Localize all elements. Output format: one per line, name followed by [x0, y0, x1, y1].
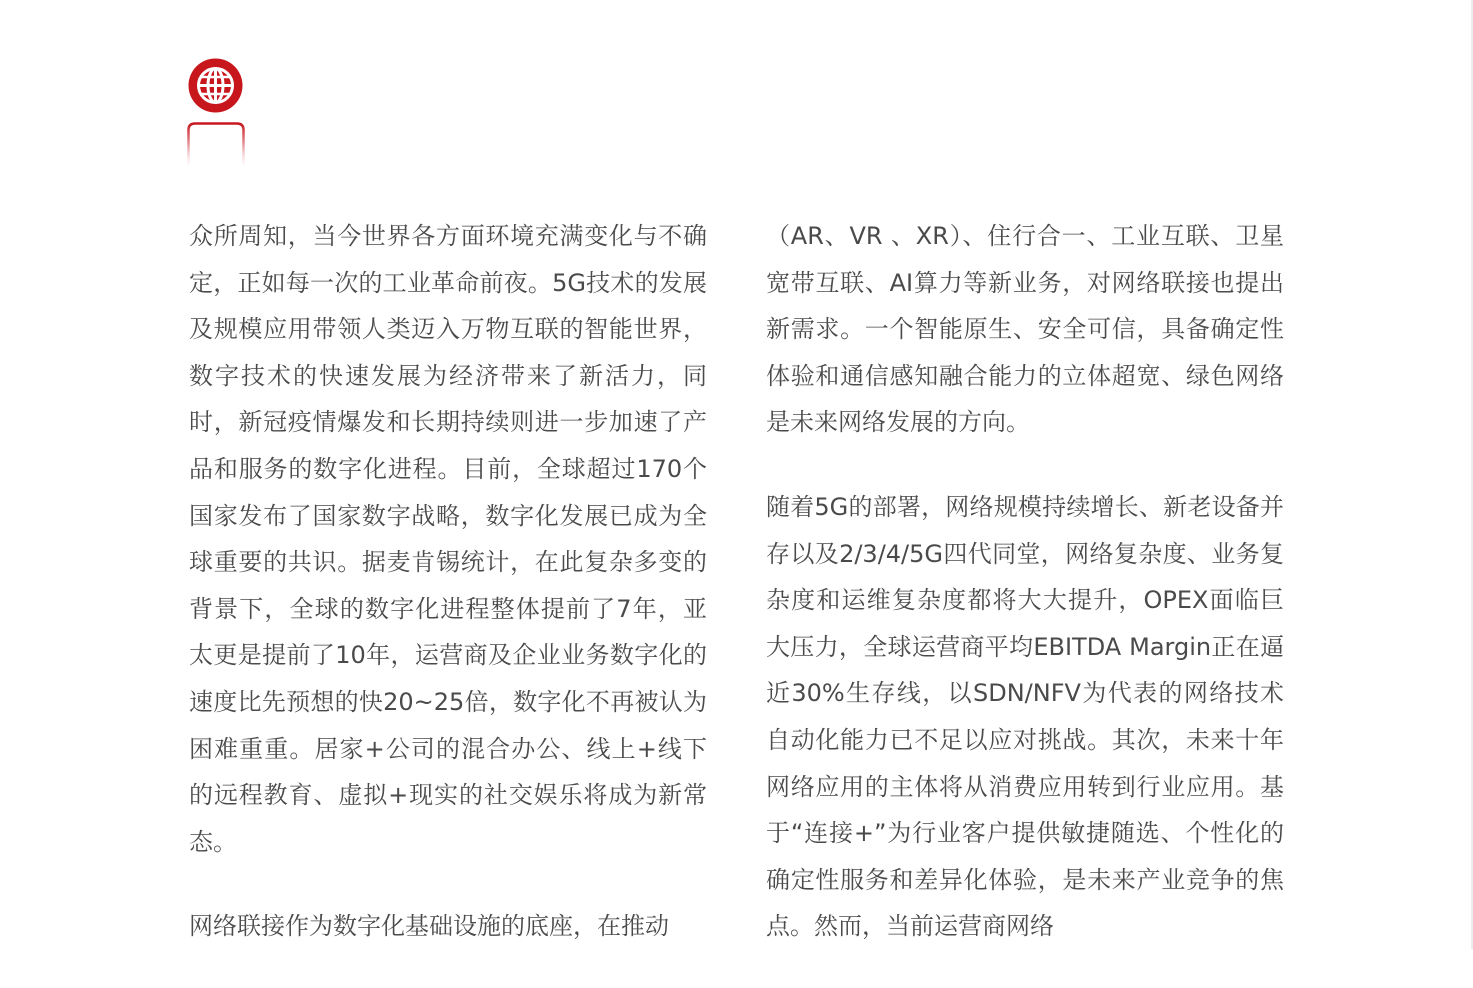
paragraph: （AR、VR 、XR）、住行合一、工业互联、卫星宽带互联、AI算力等新业务，对网络联接也提出新需求。一个智能原生、安全可信，具备确定性体验和通信感知融合能力的立体超宽、绿色网络是未来网络发展的方向。 — [766, 222, 1284, 437]
paragraph: 众所周知，当今世界各方面环境充满变化与不确定，正如每一次的工业革命前夜。5G技术的发展及规模应用带领人类迈入万物互联的智能世界，数字技术的快速发展为经济带来了新活力，同时，新冠疫情爆发和长期持续则进一步加速了产品和服务的数字化进程。目前，全球超过170个国家发布了国家数字战略，数字化发展已成为全球重要的共识。据麦肯锡统计，在此复杂多变的背景下，全球的数字化进程整体提前了7年，亚太更是提前了10年，运营商及企业业务数字化的速度比先预想的快20~25倍，数字化不再被认为困难重重。居家+公司的混合办公、线上+线下的远程教育、虚拟+现实的社交娱乐将成为新常态。 — [189, 222, 707, 856]
globe-icon — [188, 58, 243, 113]
paragraph: 网络联接作为数字化基础设施的底座，在推动 — [189, 912, 669, 941]
left-text-column — [189, 213, 707, 988]
right-text-column — [766, 213, 1284, 988]
paragraph: 随着5G的部署，网络规模持续增长、新老设备并存以及2/3/4/5G四代同堂，网络复杂度、业务复杂度和运维复杂度都将大大提升，OPEX面临巨大压力，全球运营商平均EBITDA Margin正在逼近30%生存线，以SDN/NFV为代表的网络技术自动化能力已不足以应对挑战。其次，未来十年网络应用的主体将从消费应用转到行业应用。基于“连接+”为行业客户提供敏捷随选、个性化的确定性服务和差异化体验，是未来产业竞争的焦点。然而，当前运营商网络 — [766, 492, 1284, 941]
section-tab-icon — [187, 122, 245, 168]
